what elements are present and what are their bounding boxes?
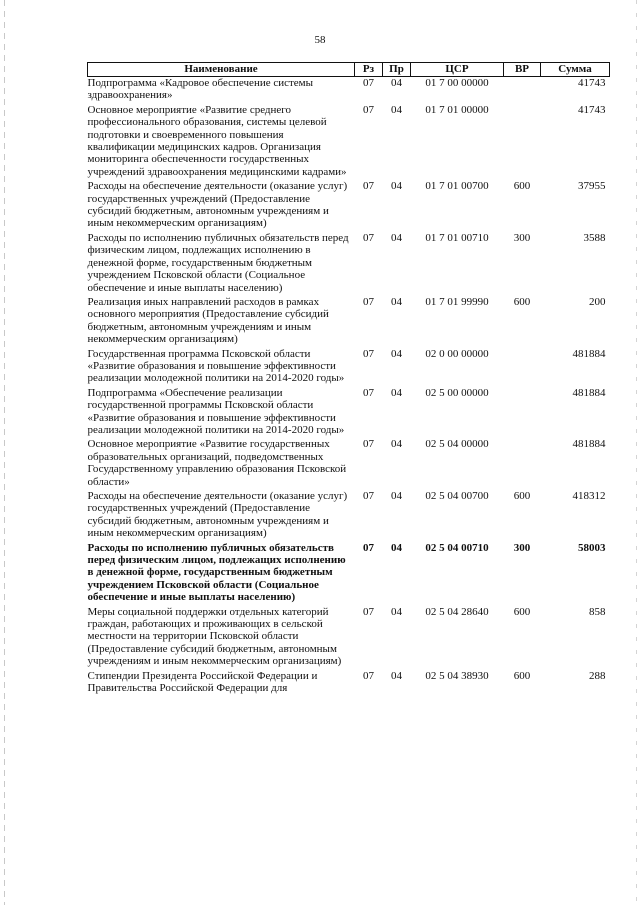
header-csr: ЦСР	[411, 63, 504, 77]
row-rz-cell: 07	[363, 605, 374, 618]
row-name-cell: Меры социальной поддержки отдельных категорий граждан, работающих и проживающих в сельской местности на территории Псковской области (Предоставление субсидий бюджетным, автономным учреждениям и иным некоммерческим организациям)	[87, 605, 342, 668]
table-body	[88, 77, 610, 697]
row-pr-cell: 04	[391, 231, 402, 244]
row-pr-cell: 04	[391, 180, 402, 193]
row-name-cell: Подпрограмма «Кадровое обеспечение системы здравоохранения»	[87, 77, 314, 102]
row-sum-cell: 481884	[572, 438, 606, 451]
row-name-cell: Государственная программа Псковской области «Развитие образования и повышение эффективности реализации молодежной политики на 2014-2020 годы»	[87, 347, 345, 385]
row-pr-cell: 04	[391, 103, 402, 116]
table-row	[88, 438, 610, 490]
row-vr-cell	[504, 387, 541, 439]
table-row	[88, 387, 610, 439]
header-row	[88, 63, 610, 77]
row-sum-cell: 37955	[578, 180, 606, 193]
row-rz-cell: 07	[363, 103, 374, 116]
table-row	[88, 180, 610, 232]
row-csr-cell: 02 5 04 28640	[425, 605, 489, 618]
row-csr-cell: 02 5 00 00000	[425, 386, 489, 399]
table-header	[88, 63, 610, 77]
row-vr-cell	[504, 77, 541, 104]
row-rz-cell: 07	[363, 77, 374, 89]
row-vr-cell: 600	[513, 180, 531, 193]
row-name-cell: Расходы на обеспечение деятельности (оказание услуг) государственных учреждений (Предоставление субсидий бюджетным, автономным учреждениям и иным некоммерческим организациям)	[87, 490, 348, 540]
table-row	[88, 542, 610, 606]
budget-table	[87, 62, 610, 697]
row-sum-cell: 858	[589, 605, 606, 618]
table-row	[88, 490, 610, 542]
row-rz-cell: 07	[363, 669, 374, 682]
row-csr-cell: 02 5 04 00000	[425, 438, 489, 451]
row-csr-cell: 02 5 04 00710	[425, 541, 489, 554]
header-name: Наименование	[88, 63, 355, 77]
row-rz-cell: 07	[363, 490, 374, 502]
row-sum-cell: 418312	[572, 490, 606, 502]
row-vr-cell	[504, 438, 541, 490]
row-name-cell: Реализация иных направлений расходов в рамках основного мероприятия (Предоставление субсидий бюджетным, автономным учреждениям и иным некоммерческим организациям)	[87, 295, 329, 346]
row-sum-cell: 41743	[578, 77, 606, 89]
row-pr-cell: 04	[391, 77, 402, 89]
row-vr-cell: 600	[513, 605, 531, 618]
table-row	[88, 348, 610, 387]
row-rz-cell: 07	[363, 541, 374, 554]
row-vr-cell: 300	[513, 541, 531, 554]
row-name-cell: Стипендии Президента Российской Федерации и Правительства Российской Федерации для	[87, 669, 318, 695]
table-row	[88, 77, 610, 104]
row-pr-cell: 04	[391, 541, 402, 554]
row-sum-cell: 3588	[583, 231, 606, 244]
table-row	[88, 104, 610, 180]
row-pr-cell: 04	[391, 669, 402, 682]
row-rz-cell: 07	[363, 180, 374, 193]
row-pr-cell: 04	[391, 490, 402, 502]
page-number: 58	[314, 34, 326, 46]
row-name-cell: Основное мероприятие «Развитие среднего профессионального образования, системы целевой подготовки и своевременного повышения квалификации медицинских кадров. Организация мониторинга обеспеченности государственных учреждений здравоохранения медицинскими кадрами»	[87, 103, 347, 178]
row-name-cell: Расходы на обеспечение деятельности (оказание услуг) государственных учреждений (Предоставление субсидий бюджетным, автономным учреждениям и иным некоммерческим организациям)	[87, 180, 348, 230]
row-rz-cell: 07	[363, 438, 374, 451]
row-sum-cell: 200	[589, 295, 606, 308]
row-sum-cell: 288	[589, 669, 606, 682]
row-pr-cell: 04	[391, 438, 402, 451]
row-rz-cell: 07	[363, 347, 374, 360]
row-csr-cell: 01 7 01 99990	[425, 295, 489, 308]
row-name-cell: Подпрограмма «Обеспечение реализации государственной программы Псковской области «Развитие образования и повышение эффективности реализации молодежной политики на 2014-2020 годы»	[87, 386, 345, 436]
row-vr-cell: 300	[513, 231, 531, 244]
row-vr-cell: 600	[513, 669, 531, 682]
row-rz-cell: 07	[363, 386, 374, 399]
row-vr-cell	[504, 104, 541, 180]
row-pr-cell: 04	[391, 386, 402, 399]
row-pr-cell: 04	[391, 605, 402, 618]
row-pr-cell: 04	[391, 347, 402, 360]
table-row	[88, 296, 610, 348]
row-name-cell: Основное мероприятие «Развитие государственных образовательных организаций, подведомственных Государственному управлению образования Псковской области»	[87, 438, 347, 488]
row-csr-cell: 02 5 04 00700	[425, 490, 489, 502]
row-vr-cell: 600	[513, 295, 531, 308]
header-sum: Сумма	[541, 63, 610, 77]
row-csr-cell: 01 7 00 00000	[425, 77, 489, 89]
header-rz: Рз	[355, 63, 383, 77]
row-csr-cell: 02 0 00 00000	[425, 347, 489, 360]
row-vr-cell: 600	[513, 490, 531, 502]
row-sum-cell: 41743	[578, 103, 606, 116]
row-pr-cell: 04	[391, 295, 402, 308]
row-sum-cell: 58003	[578, 541, 606, 554]
row-rz-cell: 07	[363, 295, 374, 308]
header-vr: ВР	[504, 63, 541, 77]
row-sum-cell: 481884	[572, 347, 606, 360]
scan-edge-left	[4, 0, 5, 905]
scan-edge-right	[636, 0, 637, 905]
table-row	[88, 606, 610, 670]
row-name-cell: Расходы по исполнению публичных обязательств перед физическим лицом, подлежащих исполнению в денежной форме, государственным бюджетным учреждением Псковской области (Социальное обеспечение и иные выплаты населению)	[87, 541, 346, 604]
row-sum-cell: 481884	[572, 386, 606, 399]
row-csr-cell: 01 7 01 00700	[425, 180, 489, 193]
header-pr: Пр	[383, 63, 411, 77]
row-csr-cell: 01 7 01 00710	[425, 231, 489, 244]
row-rz-cell: 07	[363, 231, 374, 244]
row-vr-cell	[504, 348, 541, 387]
row-csr-cell: 01 7 01 00000	[425, 103, 489, 116]
table-row	[88, 232, 610, 296]
table-row	[88, 670, 610, 697]
row-csr-cell: 02 5 04 38930	[425, 669, 489, 682]
row-name-cell: Расходы по исполнению публичных обязательств перед физическим лицом, подлежащих исполнению в денежной форме, государственным бюджетным учреждением Псковской области (Социальное обеспечение и иные выплаты населению)	[87, 231, 349, 294]
